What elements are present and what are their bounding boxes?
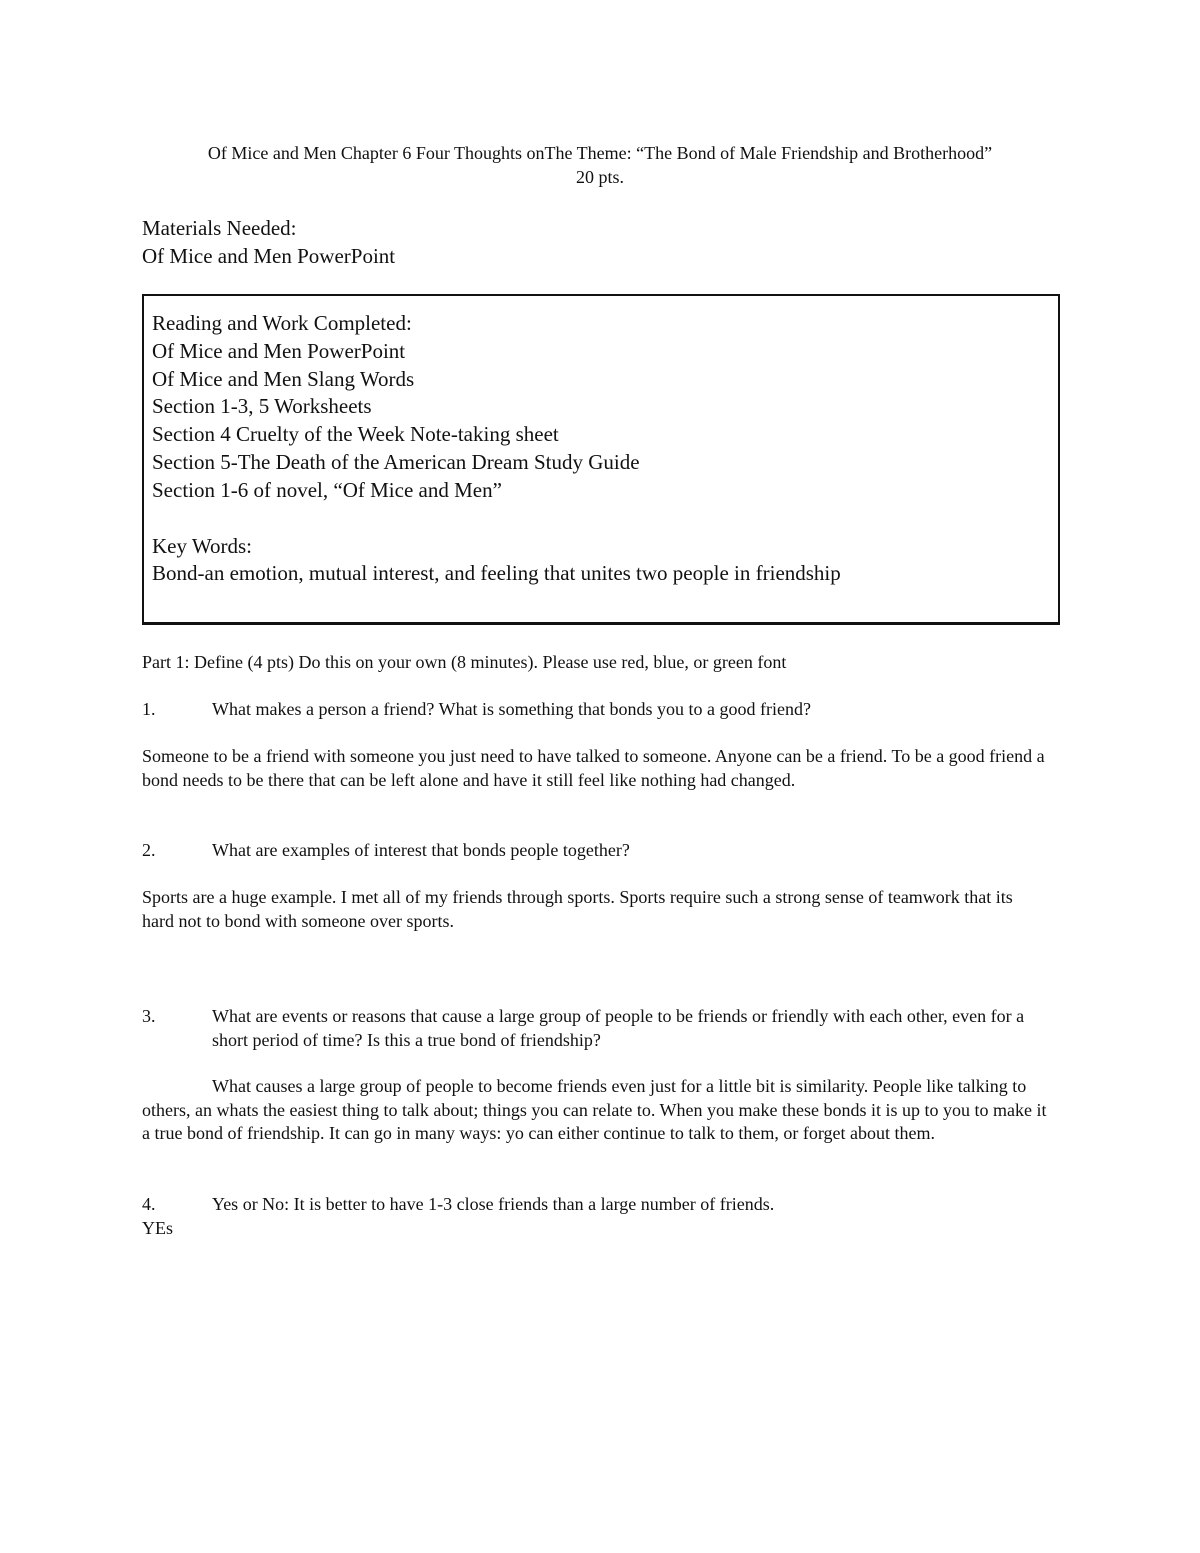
question-text: Yes or No: It is better to have 1-3 close friends than a large number of friends. xyxy=(212,1194,775,1214)
answer-3: What causes a large group of people to become friends even just for a little bit is similarity. People like talking to others, an whats the easiest thing to talk about; things you can relate to. When you make these bonds it is up to you to make it a true bond of friendship. It can go in many ways: yo can either continue to talk to them, or forget about them. xyxy=(142,1076,1047,1144)
question-text: What makes a person a friend? What is something that bonds you to a good friend? xyxy=(212,699,812,719)
reading-completed-heading: Reading and Work Completed: xyxy=(152,311,412,335)
materials-heading: Materials Needed: xyxy=(142,216,297,240)
question-2 xyxy=(142,839,1062,863)
question-4 xyxy=(142,1193,1062,1217)
key-words-heading: Key Words: xyxy=(152,533,252,558)
reading-item: Section 4 Cruelty of the Week Note-taking sheet xyxy=(152,422,559,447)
reading-item: Section 5-The Death of the American Dream Study Guide xyxy=(152,449,640,474)
answer-4: YEs xyxy=(142,1218,173,1238)
question-3 xyxy=(142,1005,1062,1052)
answer-1: Someone to be a friend with someone you just need to have talked to someone. Anyone can be a friend. To be a good friend a bond needs to be there that can be left alone and have it still feel like nothing had changed. xyxy=(142,746,1045,790)
answer-2: Sports are a huge example. I met all of my friends through sports. Sports require such a strong sense of teamwork that its hard not to bond with someone over sports. xyxy=(142,887,1013,931)
question-number: 4. xyxy=(142,1194,156,1214)
title-points: 20 pts. xyxy=(575,167,624,187)
spacer xyxy=(152,505,841,533)
reading-item: Of Mice and Men PowerPoint xyxy=(152,338,406,363)
part1-instructions: Part 1: Define (4 pts) Do this on your own (8 minutes). Please use red, blue, or green font xyxy=(142,652,787,672)
reading-completed-box xyxy=(142,294,1060,625)
title-line-1: Of Mice and Men Chapter 6 Four Thoughts onThe Theme: “The Bond of Male Friendship and Brotherhood” xyxy=(207,143,993,163)
reading-item: Of Mice and Men Slang Words xyxy=(152,366,415,391)
document-title xyxy=(0,141,1200,189)
reading-item: Section 1-3, 5 Worksheets xyxy=(152,394,372,419)
question-text: What are events or reasons that cause a large group of people to be friends or friendly with each other, even for a short period of time? Is this a true bond of friendship? xyxy=(212,1006,1025,1050)
question-1 xyxy=(142,698,1062,722)
materials-section xyxy=(142,214,395,270)
question-number: 2. xyxy=(142,840,156,860)
question-number: 1. xyxy=(142,699,156,719)
question-text: What are examples of interest that bonds people together? xyxy=(212,840,630,860)
question-number: 3. xyxy=(142,1006,156,1026)
reading-completed-content xyxy=(152,310,841,588)
reading-item: Section 1-6 of novel, “Of Mice and Men” xyxy=(152,477,502,502)
materials-item: Of Mice and Men PowerPoint xyxy=(142,244,396,268)
key-word-definition: Bond-an emotion, mutual interest, and feeling that unites two people in friendship xyxy=(152,561,841,586)
